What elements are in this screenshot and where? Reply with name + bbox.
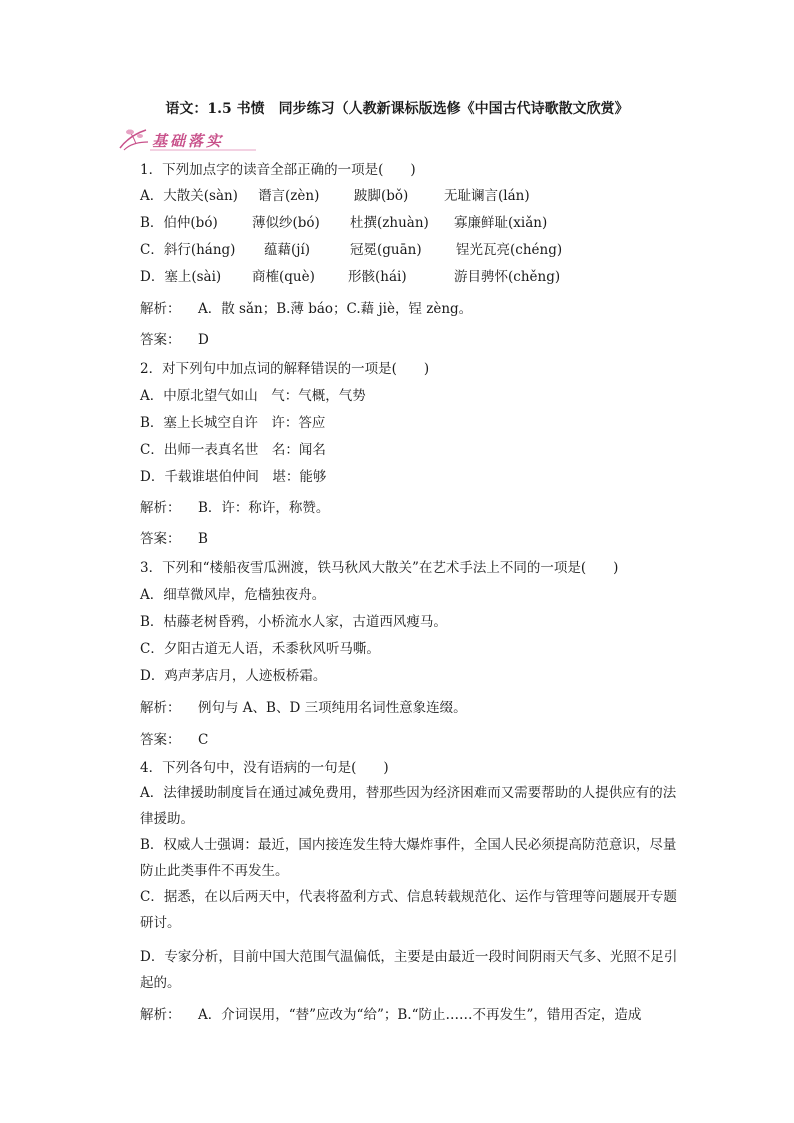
q3-analysis — [140, 699, 467, 717]
analysis-label: 解析： — [140, 1007, 181, 1023]
section-banner — [116, 124, 266, 154]
q1-option-cell: 形骸(hái) — [348, 269, 407, 285]
q1-option-cell: 冠冕(guān) — [350, 242, 422, 258]
q4-analysis — [140, 1006, 641, 1024]
q1-answer — [140, 331, 209, 349]
analysis-text: A．散 sǎn；B.薄 báo；C.藉 jiè，锃 zèng。 — [198, 301, 473, 317]
q2-answer — [140, 530, 208, 548]
q4-stem: 4．下列各句中，没有语病的一句是( ) — [140, 760, 389, 776]
analysis-text: B．许：称许，称赞。 — [198, 500, 330, 516]
q2-option: B．塞上长城空自许 许：答应 — [140, 415, 326, 431]
q4-option: B．权威人士强调：最近，国内接连发生特大爆炸事件，全国人民必须提高防范意识，尽量防止此类事件不再发生。 — [140, 837, 677, 879]
answer-text: D — [198, 332, 209, 348]
q4-option: A．法律援助制度旨在通过减免费用，替那些因为经济困难而又需要帮助的人提供应有的法律援助。 — [140, 785, 677, 827]
q1-option-cell: 跛脚(bǒ) — [354, 188, 409, 204]
q3-option: D．鸡声茅店月，人迹板桥霜。 — [140, 668, 327, 684]
analysis-text: 例句与 A、B、D 三项纯用名词性意象连缀。 — [198, 700, 467, 716]
q1-option-cell: D．塞上(sài) — [140, 269, 222, 285]
q1-option-cell: C．斜行(háng) — [140, 242, 236, 258]
q1-option-cell: B．伯仲(bó) — [140, 215, 218, 231]
q3-answer — [140, 731, 208, 749]
analysis-text: A．介词误用，“替”应改为“给”；B.“防止……不再发生”，错用否定，造成 — [198, 1007, 642, 1023]
document-title: 语文：1.5 书愤 同步练习（人教新课标版选修《中国古代诗歌散文欣赏》 — [165, 101, 629, 117]
q1-option-cell: 蕴藉(jí) — [264, 242, 311, 258]
q1-option-cell: 无耻谰言(lán) — [444, 188, 530, 204]
q1-option-cell: 锃光瓦亮(chéng) — [456, 242, 563, 258]
q1-option-row — [140, 268, 560, 286]
q1-option-cell: 谮言(zèn) — [258, 188, 320, 204]
q4-option: C．据悉，在以后两天中，代表将盈利方式、信息转载规范化、运作与管理等问题展开专题研讨。 — [140, 889, 677, 931]
q3-option: A．细草微风岸，危樯独夜舟。 — [140, 587, 326, 603]
q3-option: B．枯藤老树昏鸦，小桥流水人家，古道西风瘦马。 — [140, 614, 447, 630]
answer-text: B — [198, 531, 208, 547]
analysis-label: 解析： — [140, 301, 181, 317]
q1-option-row — [140, 187, 530, 205]
answer-label: 答案： — [140, 732, 181, 748]
q1-analysis — [140, 300, 472, 318]
q3-stem: 3．下列和“楼船夜雪瓜洲渡，铁马秋风大散关”在艺术手法上不同的一项是( ) — [140, 560, 619, 576]
q1-option-cell: 薄似纱(bó) — [252, 215, 320, 231]
q2-stem: 2．对下列句中加点词的解释错误的一项是( ) — [140, 361, 430, 377]
answer-label: 答案： — [140, 531, 181, 547]
q2-option: C．出师一表真名世 名：闻名 — [140, 442, 326, 458]
q1-stem: 1．下列加点字的读音全部正确的一项是( ) — [140, 162, 416, 178]
q3-option: C．夕阳古道无人语，禾黍秋风听马嘶。 — [140, 641, 380, 657]
answer-label: 答案： — [140, 332, 181, 348]
q1-option-row — [140, 214, 547, 232]
analysis-label: 解析： — [140, 500, 181, 516]
q1-option-row — [140, 241, 562, 259]
answer-text: C — [198, 732, 209, 748]
q4-option: D．专家分析，目前中国大范围气温偏低，主要是由最近一段时间阴雨天气多、光照不足引起的。 — [140, 949, 678, 991]
q1-option-cell: 商榷(què) — [252, 269, 315, 285]
q2-option: D．千载谁堪伯仲间 堪：能够 — [140, 469, 327, 485]
q1-option-cell: 游目骋怀(chěng) — [454, 269, 561, 285]
q2-option: A．中原北望气如山 气：气概，气势 — [140, 388, 366, 404]
analysis-label: 解析： — [140, 700, 181, 716]
q1-option-cell: A．大散关(sàn) — [140, 188, 238, 204]
q2-analysis — [140, 499, 329, 517]
q1-option-cell: 杜撰(zhuàn) — [350, 215, 429, 231]
section-banner-text: 基础落实 — [152, 132, 225, 150]
q1-option-cell: 寡廉鲜耻(xiǎn) — [454, 215, 548, 231]
